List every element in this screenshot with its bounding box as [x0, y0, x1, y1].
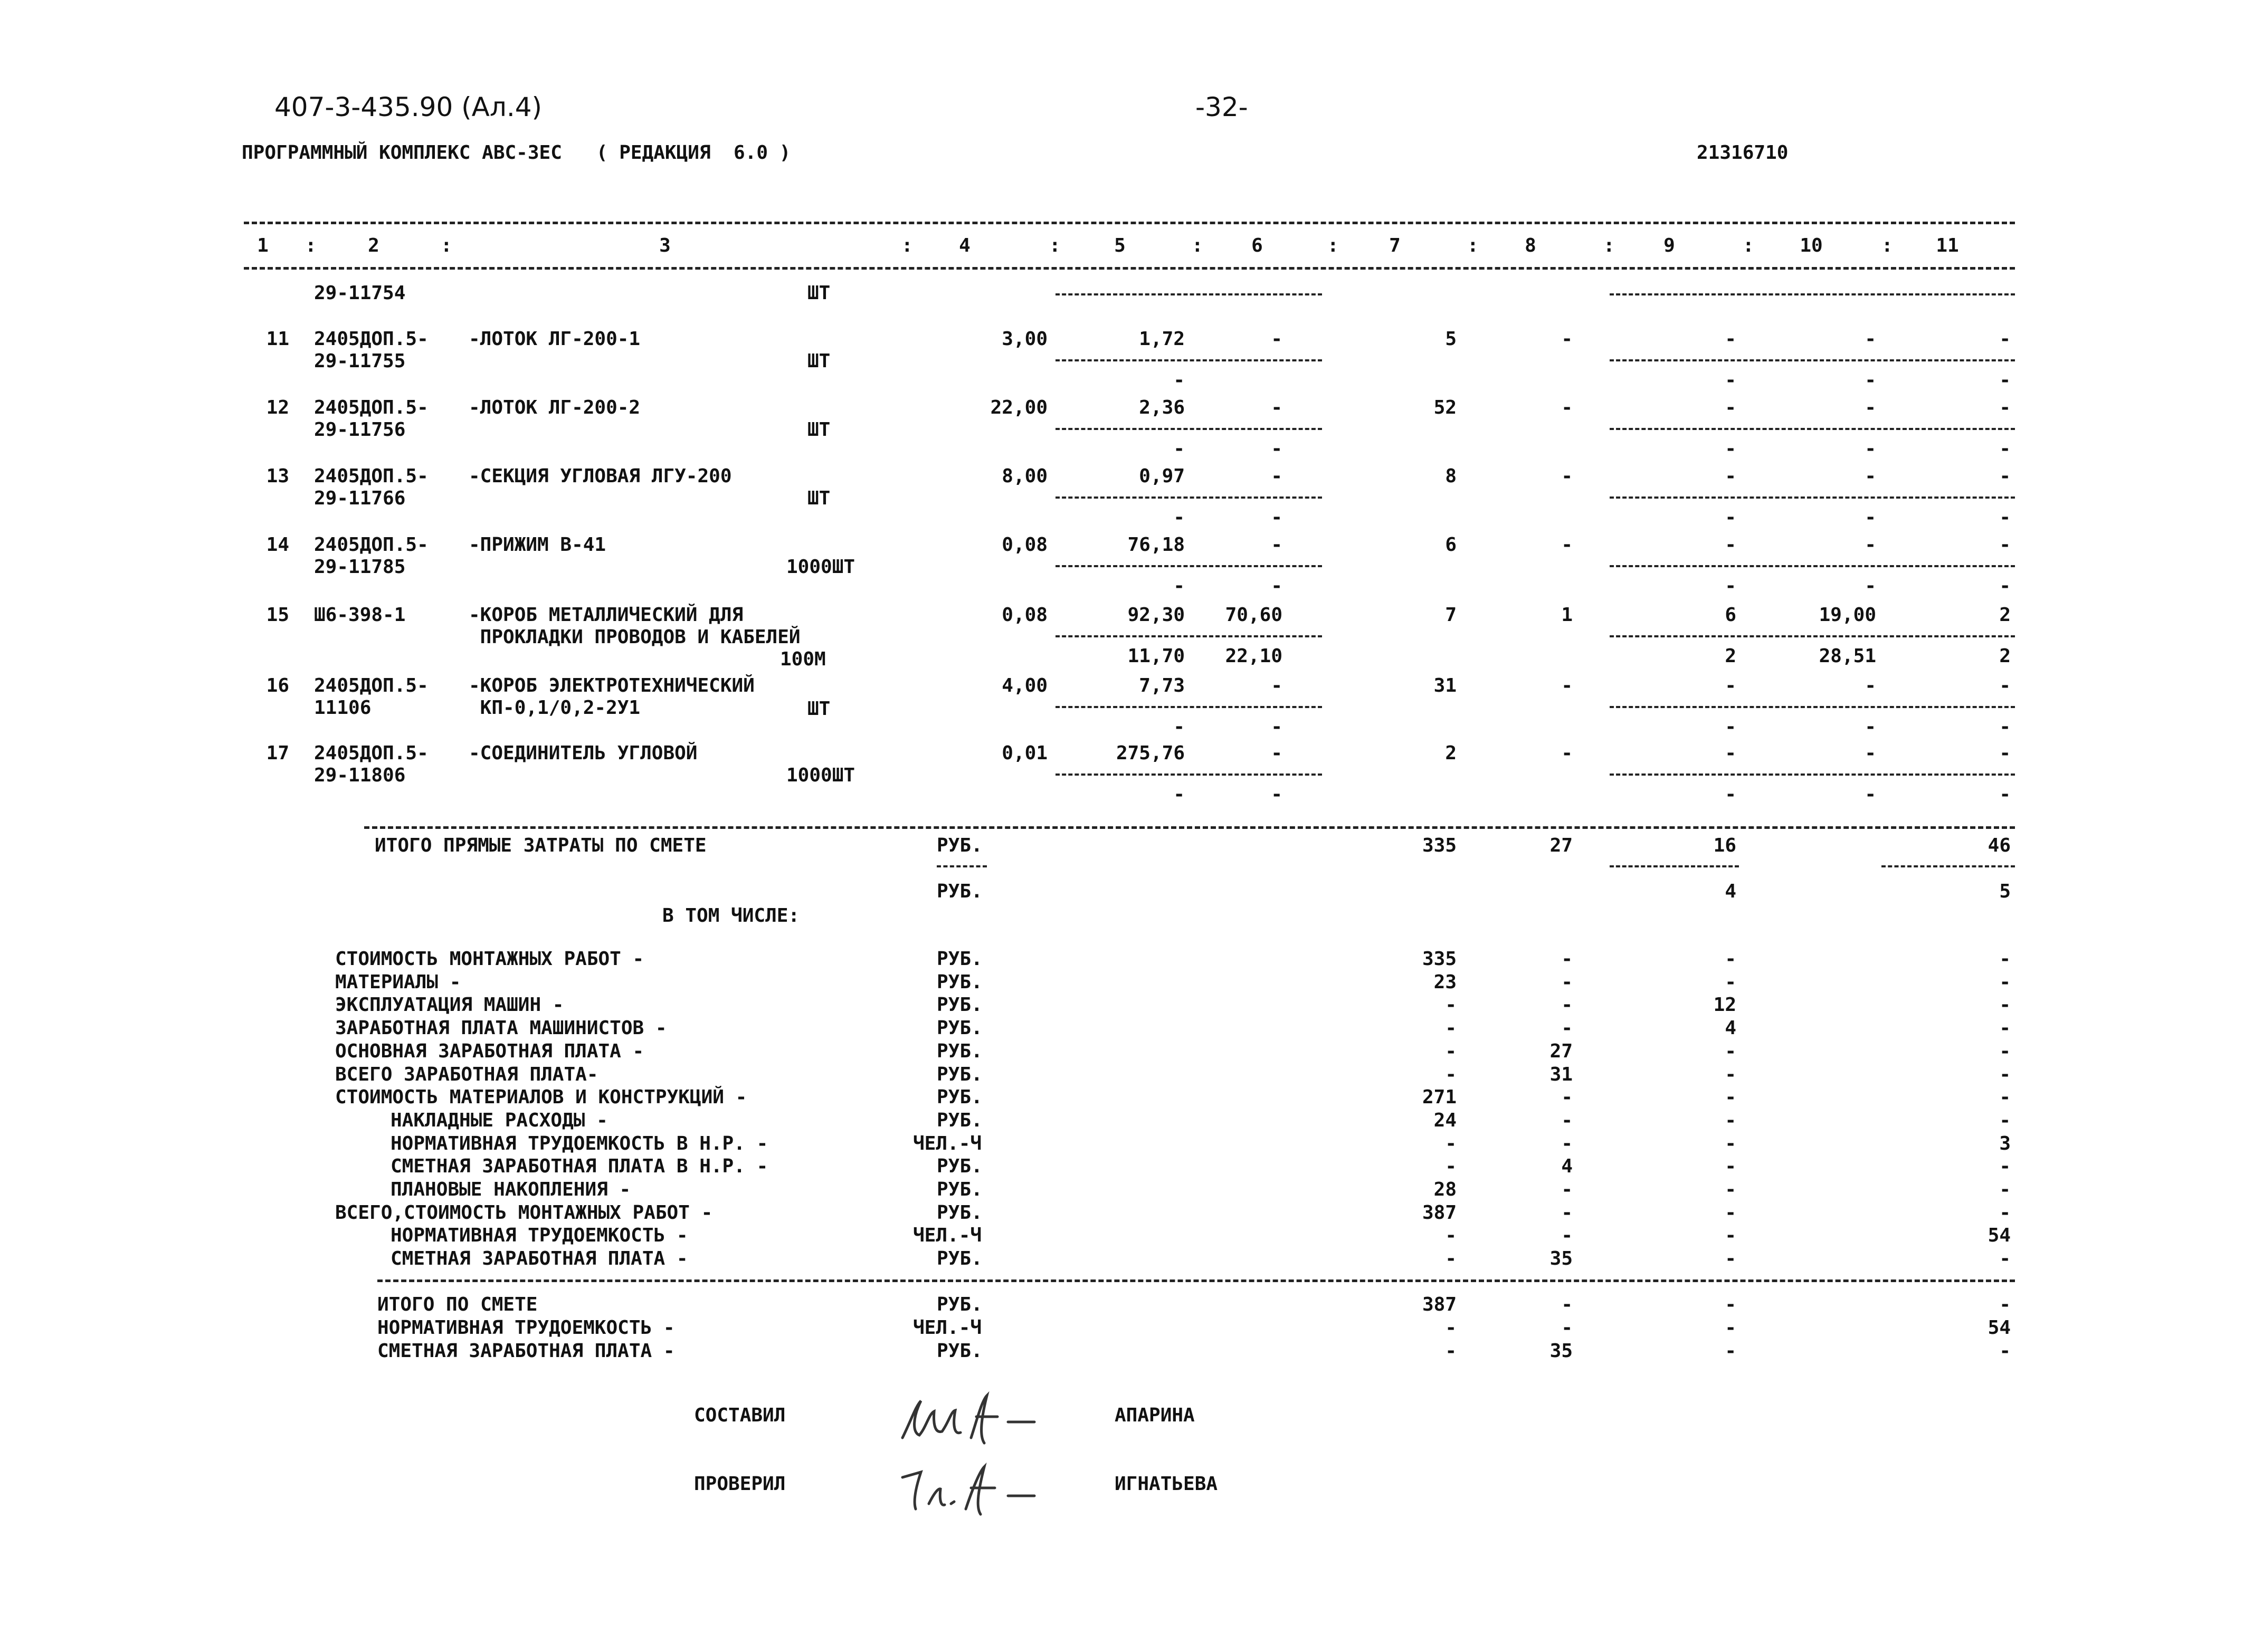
- breakdown-col7: 23: [1433, 971, 1457, 993]
- cell-col6-sub: -: [1271, 716, 1282, 738]
- breakdown-col7: -: [1445, 1064, 1457, 1085]
- breakdown-label: СТОИМОСТЬ МАТЕРИАЛОВ И КОНСТРУКЦИЙ -: [335, 1086, 747, 1108]
- cell-col10-sub: -: [1865, 369, 1876, 391]
- cell-col5: 92,30: [1127, 604, 1185, 626]
- breakdown-col7: 335: [1422, 948, 1457, 970]
- breakdown-col11: -: [1999, 1040, 2011, 1062]
- section-rule: [377, 1279, 2015, 1282]
- breakdown-unit: РУБ.: [937, 1179, 983, 1200]
- cost-rule: [1610, 359, 2015, 361]
- breakdown-col11: -: [1999, 1248, 2011, 1269]
- breakdown-label: ВСЕГО,СТОИМОСТЬ МОНТАЖНЫХ РАБОТ -: [335, 1202, 713, 1224]
- column-separator: :: [1743, 235, 1754, 256]
- cost-rule: [1056, 428, 1322, 430]
- column-separator: :: [305, 235, 317, 256]
- final-total-col8: -: [1561, 1317, 1573, 1339]
- column-number: 6: [1251, 235, 1263, 256]
- cost-rule: [1056, 635, 1322, 637]
- cell-col5-sub: -: [1173, 784, 1185, 805]
- cell-col9-sub: -: [1725, 438, 1736, 460]
- cell-col7: 7: [1445, 604, 1457, 626]
- column-number: 3: [659, 235, 671, 256]
- column-number: 9: [1663, 235, 1675, 256]
- breakdown-col11: -: [1999, 1202, 2011, 1224]
- cost-rule: [1610, 293, 2015, 295]
- item-unit: ШТ: [807, 488, 831, 509]
- column-number: 1: [257, 235, 269, 256]
- breakdown-col8: -: [1561, 1017, 1573, 1039]
- cell-col11-sub: -: [1999, 575, 2011, 597]
- cell-col10-sub: -: [1865, 438, 1876, 460]
- cell-col9-sub: 2: [1725, 645, 1736, 667]
- cell-col8: -: [1561, 534, 1573, 556]
- breakdown-col9: -: [1725, 1086, 1736, 1108]
- final-total-label: СМЕТНАЯ ЗАРАБОТНАЯ ПЛАТА -: [377, 1340, 675, 1362]
- breakdown-col8: -: [1561, 948, 1573, 970]
- item-code: 2405ДОП.5-: [314, 465, 429, 487]
- breakdown-col11: -: [1999, 1179, 2011, 1200]
- cost-rule: [1610, 496, 2015, 499]
- breakdown-unit: РУБ.: [937, 1017, 983, 1039]
- breakdown-label: ПЛАНОВЫЕ НАКОПЛЕНИЯ -: [391, 1179, 631, 1200]
- breakdown-col9: -: [1725, 1156, 1736, 1177]
- breakdown-col9: -: [1725, 1040, 1736, 1062]
- cell-col10: -: [1865, 675, 1876, 696]
- cell-col9: -: [1725, 465, 1736, 487]
- breakdown-label: НАКЛАДНЫЕ РАСХОДЫ -: [391, 1110, 608, 1131]
- direct-costs-unit: РУБ.: [937, 835, 983, 856]
- breakdown-unit: РУБ.: [937, 1110, 983, 1131]
- item-name: -СОЕДИНИТЕЛЬ УГЛОВОЙ: [469, 742, 698, 764]
- cell-col11: 2: [1999, 604, 2011, 626]
- breakdown-col8: -: [1561, 994, 1573, 1016]
- checked-by-name: ИГНАТЬЕВА: [1115, 1473, 1218, 1495]
- cell-col10: -: [1865, 534, 1876, 556]
- cell-col9-sub: -: [1725, 369, 1736, 391]
- breakdown-col9: -: [1725, 1248, 1736, 1269]
- cell-col10: -: [1865, 397, 1876, 418]
- breakdown-label: ЗАРАБОТНАЯ ПЛАТА МАШИНИСТОВ -: [335, 1017, 667, 1039]
- row-number: 15: [266, 604, 289, 626]
- item-code-continuation: 11106: [314, 697, 372, 719]
- cost-rule: [1881, 865, 2015, 867]
- final-total-unit: РУБ.: [937, 1340, 983, 1362]
- direct-costs-sub11: 5: [1999, 881, 2011, 902]
- item-unit: ШТ: [807, 282, 831, 304]
- final-total-col7: -: [1445, 1317, 1457, 1339]
- item-code: 2405ДОП.5-: [314, 675, 429, 696]
- item-code: 2405ДОП.5-: [314, 742, 429, 764]
- item-name: КП-0,1/0,2-2У1: [469, 697, 641, 719]
- item-unit: 1000ШТ: [786, 556, 855, 578]
- cell-col10-sub: 28,51: [1819, 645, 1876, 667]
- column-separator: :: [1192, 235, 1203, 256]
- final-total-unit: ЧЕЛ.-Ч: [913, 1317, 982, 1339]
- cell-col7: 2: [1445, 742, 1457, 764]
- cell-col5-sub: -: [1173, 716, 1185, 738]
- breakdown-label: СМЕТНАЯ ЗАРАБОТНАЯ ПЛАТА В Н.Р. -: [391, 1156, 768, 1177]
- breakdown-col11: -: [1999, 1017, 2011, 1039]
- item-code-continuation: 29-11806: [314, 765, 406, 786]
- item-unit: ШТ: [807, 419, 831, 441]
- cell-col5: 2,36: [1139, 397, 1185, 418]
- item-name: ПРОКЛАДКИ ПРОВОДОВ И КАБЕЛЕЙ: [469, 626, 801, 648]
- final-total-col8: 35: [1549, 1340, 1573, 1362]
- breakdown-col7: 24: [1433, 1110, 1457, 1131]
- final-total-col11: 54: [1988, 1317, 2011, 1339]
- cell-col11: -: [1999, 465, 2011, 487]
- cost-rule: [1056, 293, 1322, 295]
- program-line: ПРОГРАММНЫЙ КОМПЛЕКС АВС-3ЕС ( РЕДАКЦИЯ 6.0 ): [242, 142, 791, 164]
- direct-costs-col11: 46: [1988, 835, 2011, 856]
- cell-col10: -: [1865, 465, 1876, 487]
- item-name: -КОРОБ МЕТАЛЛИЧЕСКИЙ ДЛЯ: [469, 604, 744, 626]
- item-quantity: 22,00: [990, 397, 1048, 418]
- cell-col10-sub: -: [1865, 716, 1876, 738]
- breakdown-col11: 3: [1999, 1133, 2011, 1154]
- cell-col11-sub: -: [1999, 507, 2011, 528]
- cell-col5: 1,72: [1139, 328, 1185, 350]
- row-number: 17: [266, 742, 289, 764]
- cell-col6: -: [1271, 742, 1282, 764]
- breakdown-col7: -: [1445, 1248, 1457, 1269]
- direct-costs-col7: 335: [1422, 835, 1457, 856]
- column-number: 11: [1936, 235, 1959, 256]
- final-total-col8: -: [1561, 1294, 1573, 1315]
- cell-col9: -: [1725, 328, 1736, 350]
- cell-col7: 31: [1433, 675, 1457, 696]
- column-number: 5: [1114, 235, 1126, 256]
- cost-rule: [1056, 359, 1322, 361]
- cell-col8: 1: [1561, 604, 1573, 626]
- cell-col5: 275,76: [1116, 742, 1185, 764]
- final-total-col11: -: [1999, 1340, 2011, 1362]
- row-number: 14: [266, 534, 289, 556]
- cell-col7: 6: [1445, 534, 1457, 556]
- cost-rule: [1610, 865, 1739, 867]
- breakdown-col8: 4: [1561, 1156, 1573, 1177]
- item-code: 2405ДОП.5-: [314, 328, 429, 350]
- item-unit: 100М: [780, 648, 826, 670]
- breakdown-unit: РУБ.: [937, 1248, 983, 1269]
- cell-col9-sub: -: [1725, 507, 1736, 528]
- breakdown-col11: -: [1999, 1110, 2011, 1131]
- cell-col9: -: [1725, 534, 1736, 556]
- compiled-by-label: СОСТАВИЛ: [694, 1405, 786, 1426]
- item-name: -СЕКЦИЯ УГЛОВАЯ ЛГУ-200: [469, 465, 732, 487]
- direct-costs-sub9: 4: [1725, 881, 1736, 902]
- breakdown-col8: -: [1561, 1133, 1573, 1154]
- breakdown-unit: РУБ.: [937, 1156, 983, 1177]
- cell-col10-sub: -: [1865, 784, 1876, 805]
- column-separator: :: [1467, 235, 1479, 256]
- column-separator: :: [1327, 235, 1339, 256]
- breakdown-label: НОРМАТИВНАЯ ТРУДОЕМКОСТЬ В Н.Р. -: [391, 1133, 768, 1154]
- cell-col9: -: [1725, 742, 1736, 764]
- cell-col6-sub: 22,10: [1225, 645, 1282, 667]
- cell-col8: -: [1561, 742, 1573, 764]
- cell-col10-sub: -: [1865, 575, 1876, 597]
- cost-rule: [1610, 774, 2015, 776]
- breakdown-unit: РУБ.: [937, 1086, 983, 1108]
- breakdown-col11: -: [1999, 948, 2011, 970]
- item-name: -КОРОБ ЭЛЕКТРОТЕХНИЧЕСКИЙ: [469, 675, 755, 696]
- direct-costs-col9: 16: [1713, 835, 1736, 856]
- cell-col8: -: [1561, 465, 1573, 487]
- cell-col11: -: [1999, 397, 2011, 418]
- compiled-signature: [892, 1385, 1050, 1448]
- item-quantity: 0,01: [1002, 742, 1048, 764]
- breakdown-col9: -: [1725, 1225, 1736, 1246]
- cost-rule: [937, 865, 987, 867]
- breakdown-col9: 4: [1725, 1017, 1736, 1039]
- column-number: 8: [1525, 235, 1536, 256]
- section-rule: [364, 826, 2015, 829]
- breakdown-col11: -: [1999, 994, 2011, 1016]
- item-code-continuation: 29-11766: [314, 488, 406, 509]
- column-separator: :: [1881, 235, 1893, 256]
- column-number: 7: [1389, 235, 1401, 256]
- item-code-continuation: 29-11754: [314, 282, 406, 304]
- breakdown-label: ОСНОВНАЯ ЗАРАБОТНАЯ ПЛАТА -: [335, 1040, 644, 1062]
- item-name: -ЛОТОК ЛГ-200-2: [469, 397, 641, 418]
- breakdown-col11: -: [1999, 1064, 2011, 1085]
- breakdown-col11: -: [1999, 1086, 2011, 1108]
- breakdown-col7: 28: [1433, 1179, 1457, 1200]
- breakdown-unit: РУБ.: [937, 1040, 983, 1062]
- final-total-label: ИТОГО ПО СМЕТЕ: [377, 1294, 538, 1315]
- item-code-continuation: 29-11755: [314, 350, 406, 372]
- item-quantity: 0,08: [1002, 534, 1048, 556]
- breakdown-col9: -: [1725, 1064, 1736, 1085]
- breakdown-col8: -: [1561, 1179, 1573, 1200]
- cell-col5-sub: -: [1173, 507, 1185, 528]
- row-number: 11: [266, 328, 289, 350]
- cell-col5-sub: 11,70: [1127, 645, 1185, 667]
- cell-col5-sub: -: [1173, 575, 1185, 597]
- breakdown-col7: -: [1445, 1017, 1457, 1039]
- breakdown-col8: 27: [1549, 1040, 1573, 1062]
- cell-col7: 5: [1445, 328, 1457, 350]
- item-unit: ШТ: [807, 698, 831, 720]
- breakdown-col7: -: [1445, 1133, 1457, 1154]
- cost-rule: [1610, 635, 2015, 637]
- breakdown-col9: -: [1725, 1110, 1736, 1131]
- cell-col8: -: [1561, 328, 1573, 350]
- item-name: -ЛОТОК ЛГ-200-1: [469, 328, 641, 350]
- breakdown-col8: 31: [1549, 1064, 1573, 1085]
- cell-col6-sub: -: [1271, 438, 1282, 460]
- cell-col6-sub: -: [1271, 575, 1282, 597]
- cell-col11-sub: -: [1999, 438, 2011, 460]
- cell-col10: -: [1865, 742, 1876, 764]
- breakdown-unit: ЧЕЛ.-Ч: [913, 1133, 982, 1154]
- cell-col9-sub: -: [1725, 784, 1736, 805]
- cell-col8: -: [1561, 675, 1573, 696]
- item-code: 2405ДОП.5-: [314, 397, 429, 418]
- cell-col8: -: [1561, 397, 1573, 418]
- column-number: 2: [368, 235, 379, 256]
- column-number: 4: [959, 235, 971, 256]
- final-total-col9: -: [1725, 1340, 1736, 1362]
- breakdown-col8: -: [1561, 1225, 1573, 1246]
- cell-col11: -: [1999, 742, 2011, 764]
- breakdown-unit: РУБ.: [937, 971, 983, 993]
- direct-costs-label: ИТОГО ПРЯМЫЕ ЗАТРАТЫ ПО СМЕТЕ: [375, 835, 707, 856]
- final-total-col9: -: [1725, 1294, 1736, 1315]
- cell-col6-sub: -: [1271, 507, 1282, 528]
- direct-costs-col8: 27: [1549, 835, 1573, 856]
- cost-rule: [1056, 565, 1322, 567]
- cost-rule: [1610, 428, 2015, 430]
- cell-col5-sub: -: [1173, 438, 1185, 460]
- breakdown-col9: 12: [1713, 994, 1736, 1016]
- document-code: 407-3-435.90 (Ал.4): [274, 92, 543, 122]
- column-separator: :: [901, 235, 913, 256]
- final-total-col7: -: [1445, 1340, 1457, 1362]
- document-id: 21316710: [1697, 142, 1789, 164]
- cell-col11: -: [1999, 534, 2011, 556]
- breakdown-col11: 54: [1988, 1225, 2011, 1246]
- breakdown-col9: -: [1725, 1202, 1736, 1224]
- item-code: 2405ДОП.5-: [314, 534, 429, 556]
- cell-col6: 70,60: [1225, 604, 1282, 626]
- breakdown-col8: -: [1561, 1110, 1573, 1131]
- item-quantity: 4,00: [1002, 675, 1048, 696]
- cell-col10: -: [1865, 328, 1876, 350]
- table-top-rule: [244, 222, 2015, 224]
- breakdown-label: ЭКСПЛУАТАЦИЯ МАШИН -: [335, 994, 564, 1016]
- page-number: -32-: [1195, 92, 1248, 122]
- column-separator: :: [1049, 235, 1061, 256]
- breakdown-col9: -: [1725, 971, 1736, 993]
- breakdown-unit: РУБ.: [937, 948, 983, 970]
- breakdown-col7: -: [1445, 994, 1457, 1016]
- cell-col7: 52: [1433, 397, 1457, 418]
- cost-rule: [1056, 706, 1322, 708]
- table-header-rule: [244, 267, 2015, 270]
- item-quantity: 0,08: [1002, 604, 1048, 626]
- cell-col11-sub: 2: [1999, 645, 2011, 667]
- breakdown-label: НОРМАТИВНАЯ ТРУДОЕМКОСТЬ -: [391, 1225, 688, 1246]
- breakdown-col8: -: [1561, 971, 1573, 993]
- cell-col9: 6: [1725, 604, 1736, 626]
- column-number: 10: [1800, 235, 1823, 256]
- breakdown-unit: РУБ.: [937, 994, 983, 1016]
- cell-col5: 0,97: [1139, 465, 1185, 487]
- cell-col10-sub: -: [1865, 507, 1876, 528]
- direct-costs-unit-2: РУБ.: [937, 881, 983, 902]
- breakdown-col8: -: [1561, 1086, 1573, 1108]
- breakdown-unit: РУБ.: [937, 1202, 983, 1224]
- breakdown-col8: -: [1561, 1202, 1573, 1224]
- breakdown-label: СТОИМОСТЬ МОНТАЖНЫХ РАБОТ -: [335, 948, 644, 970]
- cell-col11-sub: -: [1999, 369, 2011, 391]
- item-code-continuation: 29-11756: [314, 419, 406, 441]
- breakdown-col7: -: [1445, 1225, 1457, 1246]
- final-total-col11: -: [1999, 1294, 2011, 1315]
- cost-rule: [1056, 496, 1322, 499]
- cell-col11-sub: -: [1999, 716, 2011, 738]
- item-code: Ш6-398-1: [314, 604, 406, 626]
- row-number: 12: [266, 397, 289, 418]
- breakdown-col11: -: [1999, 971, 2011, 993]
- cost-rule: [1610, 706, 2015, 708]
- breakdown-unit: РУБ.: [937, 1064, 983, 1085]
- breakdown-label: ВСЕГО ЗАРАБОТНАЯ ПЛАТА-: [335, 1064, 598, 1085]
- item-unit: 1000ШТ: [786, 765, 855, 786]
- breakdown-col7: 387: [1422, 1202, 1457, 1224]
- cell-col9: -: [1725, 397, 1736, 418]
- cell-col6: -: [1271, 397, 1282, 418]
- cell-col6-sub: -: [1271, 784, 1282, 805]
- breakdown-col7: -: [1445, 1040, 1457, 1062]
- breakdown-col9: -: [1725, 1179, 1736, 1200]
- breakdown-col11: -: [1999, 1156, 2011, 1177]
- item-name: -ПРИЖИМ В-41: [469, 534, 606, 556]
- cost-rule: [1056, 774, 1322, 776]
- cell-col6: -: [1271, 534, 1282, 556]
- row-number: 16: [266, 675, 289, 696]
- cell-col10: 19,00: [1819, 604, 1876, 626]
- cell-col7: 8: [1445, 465, 1457, 487]
- final-total-col9: -: [1725, 1317, 1736, 1339]
- item-code-continuation: 29-11785: [314, 556, 406, 578]
- column-separator: :: [441, 235, 452, 256]
- cell-col6: -: [1271, 465, 1282, 487]
- cell-col6: -: [1271, 675, 1282, 696]
- checked-by-label: ПРОВЕРИЛ: [694, 1473, 786, 1495]
- final-total-col7: 387: [1422, 1294, 1457, 1315]
- breakdown-col9: -: [1725, 948, 1736, 970]
- cell-col9-sub: -: [1725, 575, 1736, 597]
- compiled-by-name: АПАРИНА: [1115, 1405, 1195, 1426]
- cell-col5: 7,73: [1139, 675, 1185, 696]
- cell-col11: -: [1999, 675, 2011, 696]
- item-unit: ШТ: [807, 350, 831, 372]
- cell-col11-sub: -: [1999, 784, 2011, 805]
- breakdown-col7: -: [1445, 1156, 1457, 1177]
- breakdown-col8: 35: [1549, 1248, 1573, 1269]
- item-quantity: 8,00: [1002, 465, 1048, 487]
- breakdown-label: СМЕТНАЯ ЗАРАБОТНАЯ ПЛАТА -: [391, 1248, 688, 1269]
- breakdown-unit: ЧЕЛ.-Ч: [913, 1225, 982, 1246]
- cell-col11: -: [1999, 328, 2011, 350]
- cell-col9: -: [1725, 675, 1736, 696]
- cell-col5-sub: -: [1173, 369, 1185, 391]
- column-separator: :: [1603, 235, 1615, 256]
- cell-col6: -: [1271, 328, 1282, 350]
- checked-signature: [892, 1456, 1050, 1520]
- breakdown-col7: 271: [1422, 1086, 1457, 1108]
- final-total-unit: РУБ.: [937, 1294, 983, 1315]
- cost-rule: [1610, 565, 2015, 567]
- breakdown-col9: -: [1725, 1133, 1736, 1154]
- including-label: В ТОМ ЧИСЛЕ:: [662, 905, 800, 927]
- cell-col5: 76,18: [1127, 534, 1185, 556]
- cell-col9-sub: -: [1725, 716, 1736, 738]
- final-total-label: НОРМАТИВНАЯ ТРУДОЕМКОСТЬ -: [377, 1317, 675, 1339]
- breakdown-label: МАТЕРИАЛЫ -: [335, 971, 461, 993]
- row-number: 13: [266, 465, 289, 487]
- item-quantity: 3,00: [1002, 328, 1048, 350]
